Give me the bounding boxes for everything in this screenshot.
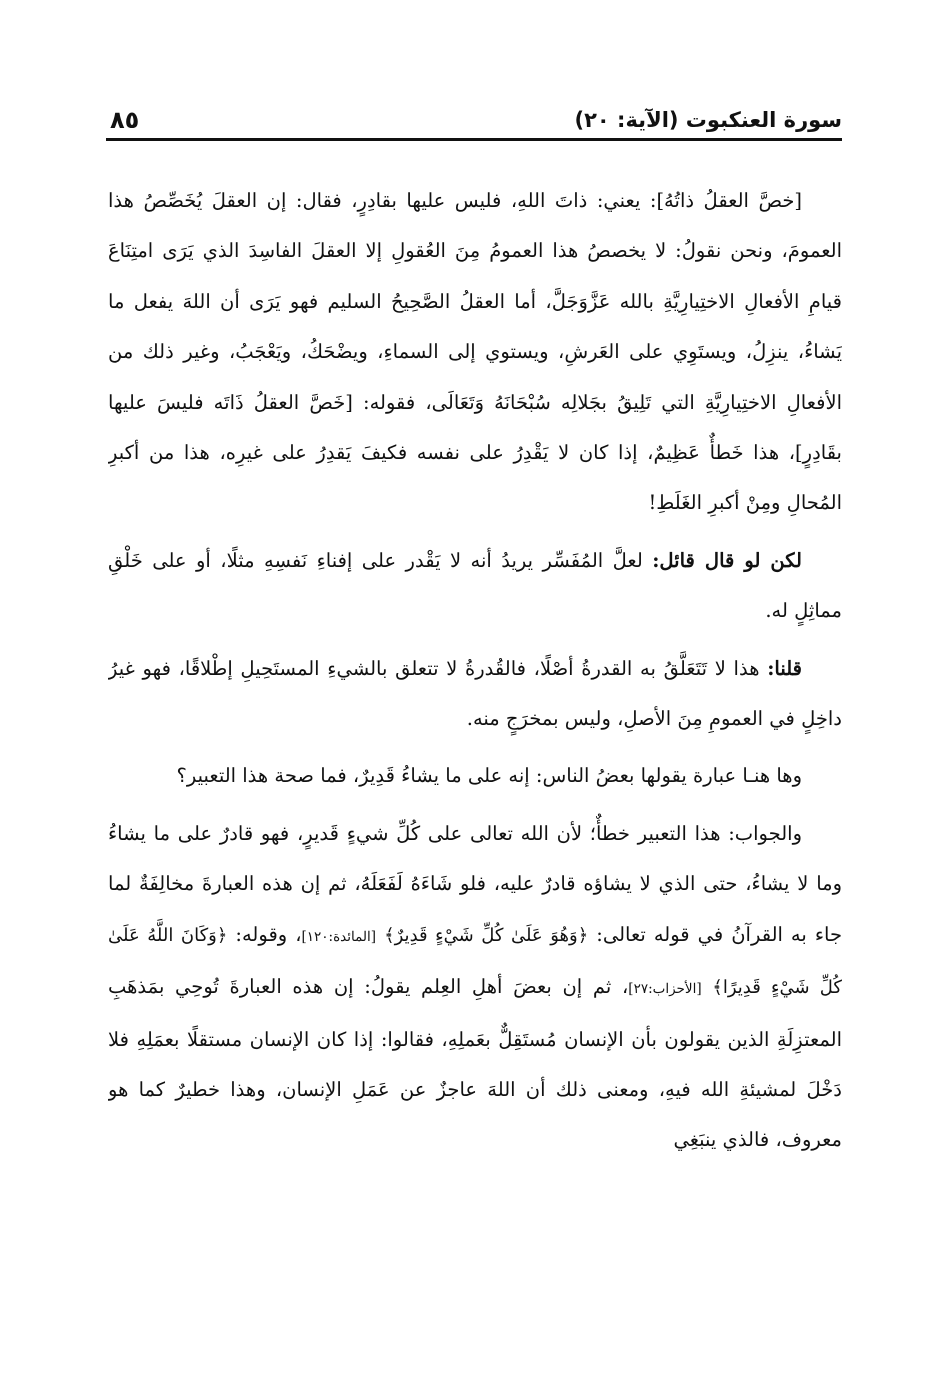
verse-citation-1: [المائدة:١٢٠] xyxy=(301,928,377,945)
paragraph-3 xyxy=(108,644,842,745)
paragraph-3-text: هذا لا تَتَعَلَّقُ به القدرةُ أصْلًا، فالقُدرةُ لا تتعلق بالشيءِ المستَحِيلِ إطْلاقًا، فهو غيرُ داخِلٍ في العمومِ مِنَ الأصلِ، وليس بمخرَجٍ منه. xyxy=(108,656,842,731)
running-header xyxy=(110,100,842,134)
body-text xyxy=(108,176,842,1339)
paragraph-5-part-1: والجواب: هذا التعبير خطأٌ؛ لأن الله تعالى على كُلِّ شيءٍ قَديرٍ، فهو قادرٌ على ما يشاءُ وما لا يشاءُ، حتى الذي لا يشاؤه قادرٌ عليه، فلو شَاءَهُ لَفَعَلَهُ، ثم إن هذه العبارةَ مخالِفَةٌ لما جاء به القرآنُ في قوله تعالى: xyxy=(108,821,842,946)
paragraph-5-part-3: ، ثم إن بعضَ أهلِ العِلم يقولُ: إن هذه العبارةَ تُوحِي بمَذهَبِ المعتزِلَةِ الذين يقولون بأن الإنسان مُستَقِلٌّ بعَملِهِ، فقالوا: إذا كان الإنسان مستقلًا بعمَلِهِ فلا دَخْلَ لمشيئةِ الله فيهِ، ومعنى ذلك أن اللهَ عاجزٌ عن عَمَلِ الإنسان، وهذا خطيرٌ كما هو معروف، فالذي ينبَغِي xyxy=(108,975,842,1152)
paragraph-2 xyxy=(108,536,842,637)
paragraph-1: [خصَّ العقلُ ذاتُهُ]: يعني: ذاتَ اللهِ، فليس عليها بقادِرٍ، فقال: إن العقلَ يُخَصِّصُ هذا العمومَ، ونحن نقولُ: لا يخصصُ هذا العمومُ مِنَ العُقولِ إلا العقلَ الفاسِدَ الذي يَرَى امتِنَاعَ قيامِ الأفعالِ الاختِيارِيَّةِ بالله عَزَّوَجَلَّ، أما العقلُ الصَّحِيحُ السليم فهو يَرَى أن اللهَ يفعل ما يَشاءُ، ينزِلُ، ويستَوِي على العَرشِ، ويستوي إلى السماءِ، ويضْحَكُ، ويَعْجَبُ، وغير ذلك من الأفعالِ الاختِيارِيَّةِ التي تَلِيقُ بجَلالِه سُبْحَانَهُ وَتَعَالَى، فقوله: [خَصَّ العقلُ ذَاتَه فليسَ عليها بقَادِرٍ]، هذا خَطأٌ عَظِيمٌ، إذا كان لا يَقْدِرُ على نفسه فكيفَ يَقدِرُ على غيرِه، هذا من أكبرِ المُحالِ ومِنْ أكبرِ الغَلَطِ! xyxy=(108,189,842,515)
paragraph-3-lead: قلنا: xyxy=(767,656,802,680)
paragraph-5 xyxy=(108,809,842,1166)
paragraph-5-part-2: ، وقوله: xyxy=(227,922,302,946)
quran-verse-1: ﴿وَهُوَ عَلَىٰ كُلِّ شَيْءٍ قَدِيرٌ﴾ xyxy=(384,924,589,946)
paragraph-2-text: لعلَّ المُفَسِّر يريدُ أنه لا يَقْدر على إفناءِ نَفسِهِ مثلًا، أو على خَلْقِ مماثِلٍ له. xyxy=(108,548,842,623)
paragraph-4: وها هنـا عبارة يقولها بعضُ الناس: إنه على ما يشاءُ قَدِيرٌ، فما صحة هذا التعبير؟ xyxy=(176,764,802,788)
verse-citation-2: [الأحزاب:٢٧] xyxy=(628,981,702,998)
surah-title: سورة العنكبوت (الآية: ٢٠) xyxy=(574,108,842,132)
page-number: ٨٥ xyxy=(110,106,140,134)
paragraph-2-lead: لكن لو قال قائل: xyxy=(652,548,802,572)
header-rule xyxy=(106,138,842,141)
quran-verse-2: ﴿وَكَانَ اللَّهُ عَلَىٰ كُلِّ شَيْءٍ قَدِيرًا﴾ xyxy=(108,924,842,999)
